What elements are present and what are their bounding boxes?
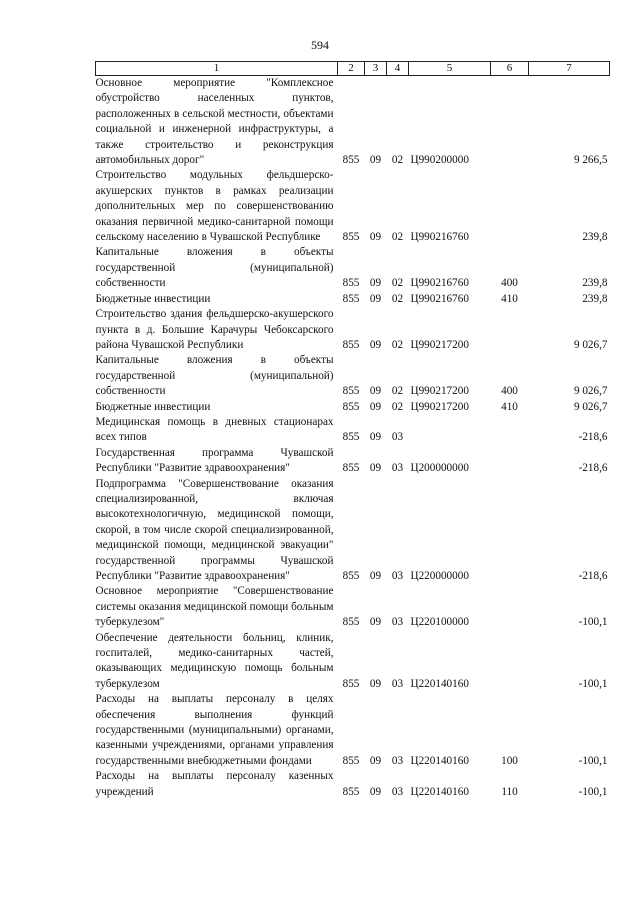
row-subsection: 03 — [391, 785, 404, 798]
row-subsection: 02 — [391, 154, 404, 167]
row-section: 09 — [369, 292, 382, 305]
row-subsection: 02 — [391, 338, 404, 351]
row-target-article: Ц990216760 — [410, 277, 469, 290]
row-subsection: 03 — [391, 677, 404, 690]
row-expense-type: 410 — [501, 292, 518, 305]
table-row — [96, 631, 610, 693]
row-subsection: 03 — [391, 462, 404, 475]
row-amount: 239,8 — [582, 231, 608, 244]
column-header-1: 1 — [96, 62, 338, 76]
row-target-article: Ц990217200 — [410, 400, 469, 413]
row-admin-code: 855 — [342, 462, 360, 475]
row-section: 09 — [369, 785, 382, 798]
table-row — [96, 400, 610, 415]
row-admin-code: 855 — [342, 400, 360, 413]
row-amount: -100,1 — [578, 677, 608, 690]
budget-table — [95, 61, 610, 800]
column-header-6: 6 — [491, 62, 529, 76]
row-amount: -100,1 — [578, 785, 608, 798]
row-expense-type — [491, 415, 529, 446]
column-header-3: 3 — [365, 62, 387, 76]
row-name: Государственная программа Чувашской Республики "Развитие здравоохранения" — [95, 446, 334, 475]
row-expense-type — [491, 76, 529, 169]
row-target-article: Ц220140160 — [410, 754, 469, 767]
row-expense-type — [491, 631, 529, 693]
row-section: 09 — [369, 338, 382, 351]
row-section: 09 — [369, 154, 382, 167]
row-amount: -218,6 — [578, 462, 608, 475]
row-section: 09 — [369, 431, 382, 444]
row-amount: -218,6 — [578, 570, 608, 582]
row-expense-type: 400 — [501, 277, 518, 290]
row-target-article — [409, 415, 491, 446]
row-admin-code: 855 — [342, 677, 360, 690]
row-target-article: Ц990217200 — [410, 385, 469, 398]
row-expense-type — [491, 446, 529, 477]
table-row — [96, 692, 610, 769]
row-expense-type: 110 — [501, 785, 518, 798]
row-name: Бюджетные инвестиции — [95, 292, 211, 305]
table-row — [96, 245, 610, 291]
table-row — [96, 353, 610, 399]
row-amount: 9 026,7 — [573, 400, 608, 413]
table-header-row — [96, 62, 610, 76]
row-admin-code: 855 — [342, 292, 360, 305]
row-admin-code: 855 — [342, 570, 360, 582]
row-name: Обеспечение деятельности больниц, клиник, госпиталей, медико-санитарных частей, оказывающих медицинскую помощь больным туберкулезом — [95, 631, 334, 690]
row-section: 09 — [369, 400, 382, 413]
row-subsection: 03 — [391, 616, 404, 629]
row-section: 09 — [369, 754, 382, 767]
page-number: 594 — [311, 38, 329, 52]
row-admin-code: 855 — [342, 338, 360, 351]
row-amount: 239,8 — [582, 277, 608, 290]
column-header-7: 7 — [529, 62, 610, 76]
column-header-2: 2 — [338, 62, 365, 76]
table-row — [96, 477, 610, 585]
row-subsection: 02 — [391, 292, 404, 305]
row-target-article: Ц220140160 — [410, 677, 469, 690]
row-section: 09 — [369, 570, 382, 582]
row-subsection: 02 — [391, 231, 404, 244]
row-target-article: Ц990200000 — [410, 154, 469, 167]
row-expense-type — [491, 584, 529, 630]
row-expense-type — [491, 168, 529, 245]
table-row — [96, 292, 610, 307]
table-row — [96, 76, 610, 169]
row-admin-code: 855 — [342, 431, 360, 444]
row-admin-code: 855 — [342, 754, 360, 767]
table-row — [96, 446, 610, 477]
row-section: 09 — [369, 277, 382, 290]
row-subsection: 02 — [391, 400, 404, 413]
row-admin-code: 855 — [342, 231, 360, 244]
row-admin-code: 855 — [342, 277, 360, 290]
row-target-article: Ц990216760 — [410, 231, 469, 244]
table-row — [96, 769, 610, 800]
row-target-article: Ц220000000 — [410, 570, 469, 582]
row-name: Расходы на выплаты персоналу казенных учреждений — [95, 770, 334, 798]
row-name: Подпрограмма "Совершенствование оказания специализированной, включая высокотехнологичную, медицинской помощи, скорой, в том числе скорой специализированной, медицинской помощи, медицинской эвакуации" государственной программы Чувашской Республики "Развитие здравоохранения" — [95, 477, 334, 582]
row-name: Бюджетные инвестиции — [95, 400, 211, 413]
row-name: Основное мероприятие "Комплексное обустройство населенных пунктов, расположенных в сельской местности, объектами социальной и инженерной инфраструктуры, а также строительство и реконструкция автомобильных дорог" — [95, 77, 334, 167]
row-name: Капитальные вложения в объекты государственной (муниципальной) собственности — [95, 246, 334, 290]
row-amount: 9 266,5 — [573, 154, 608, 167]
row-name: Строительство модульных фельдшерско-акушерских пунктов в рамках реализации дополнительных мер по совершенствованию оказания первичной медико-санитарной помощи сельскому населению в Чувашской Республике — [95, 169, 334, 244]
row-target-article: Ц220100000 — [410, 616, 469, 629]
row-amount: -218,6 — [578, 431, 608, 444]
row-admin-code: 855 — [342, 385, 360, 398]
row-subsection: 03 — [391, 754, 404, 767]
row-subsection: 02 — [391, 385, 404, 398]
row-expense-type: 100 — [501, 754, 518, 767]
row-amount: -100,1 — [578, 616, 608, 629]
row-section: 09 — [369, 385, 382, 398]
row-target-article: Ц990216760 — [410, 292, 469, 305]
table-row — [96, 307, 610, 353]
row-amount: -100,1 — [578, 754, 608, 767]
row-name: Расходы на выплаты персоналу в целях обеспечения выполнения функций государственными (муниципальными) органами, казенными учреждениями, органами управления государственными внебюджетными фондами — [95, 693, 334, 767]
row-section: 09 — [369, 677, 382, 690]
table-body — [96, 76, 610, 801]
row-expense-type: 410 — [501, 400, 518, 413]
row-name: Строительство здания фельдшерско-акушерского пункта в д. Большие Карачуры Чебоксарского района Чувашской Республики — [95, 308, 334, 351]
table-row — [96, 584, 610, 630]
row-section: 09 — [369, 462, 382, 475]
column-header-4: 4 — [387, 62, 409, 76]
row-name: Основное мероприятие "Совершенствование системы оказания медицинской помощи больным туберкулезом" — [95, 585, 334, 629]
row-admin-code: 855 — [342, 785, 360, 798]
column-header-5: 5 — [409, 62, 491, 76]
row-admin-code: 855 — [342, 616, 360, 629]
row-subsection: 02 — [391, 277, 404, 290]
table-row — [96, 415, 610, 446]
row-expense-type: 400 — [501, 385, 518, 398]
row-name: Капитальные вложения в объекты государственной (муниципальной) собственности — [95, 354, 334, 398]
row-amount: 9 026,7 — [573, 385, 608, 398]
row-subsection: 03 — [391, 431, 404, 444]
row-expense-type — [491, 307, 529, 353]
row-target-article: Ц990217200 — [410, 338, 469, 351]
row-section: 09 — [369, 231, 382, 244]
row-name: Медицинская помощь в дневных стационарах всех типов — [95, 415, 334, 444]
row-expense-type — [491, 477, 529, 585]
row-subsection: 03 — [391, 570, 404, 582]
table-row — [96, 168, 610, 245]
row-target-article: Ц200000000 — [410, 462, 469, 475]
row-amount: 239,8 — [582, 292, 608, 305]
row-admin-code: 855 — [342, 154, 360, 167]
row-amount: 9 026,7 — [573, 338, 608, 351]
row-target-article: Ц220140160 — [410, 785, 469, 798]
row-section: 09 — [369, 616, 382, 629]
